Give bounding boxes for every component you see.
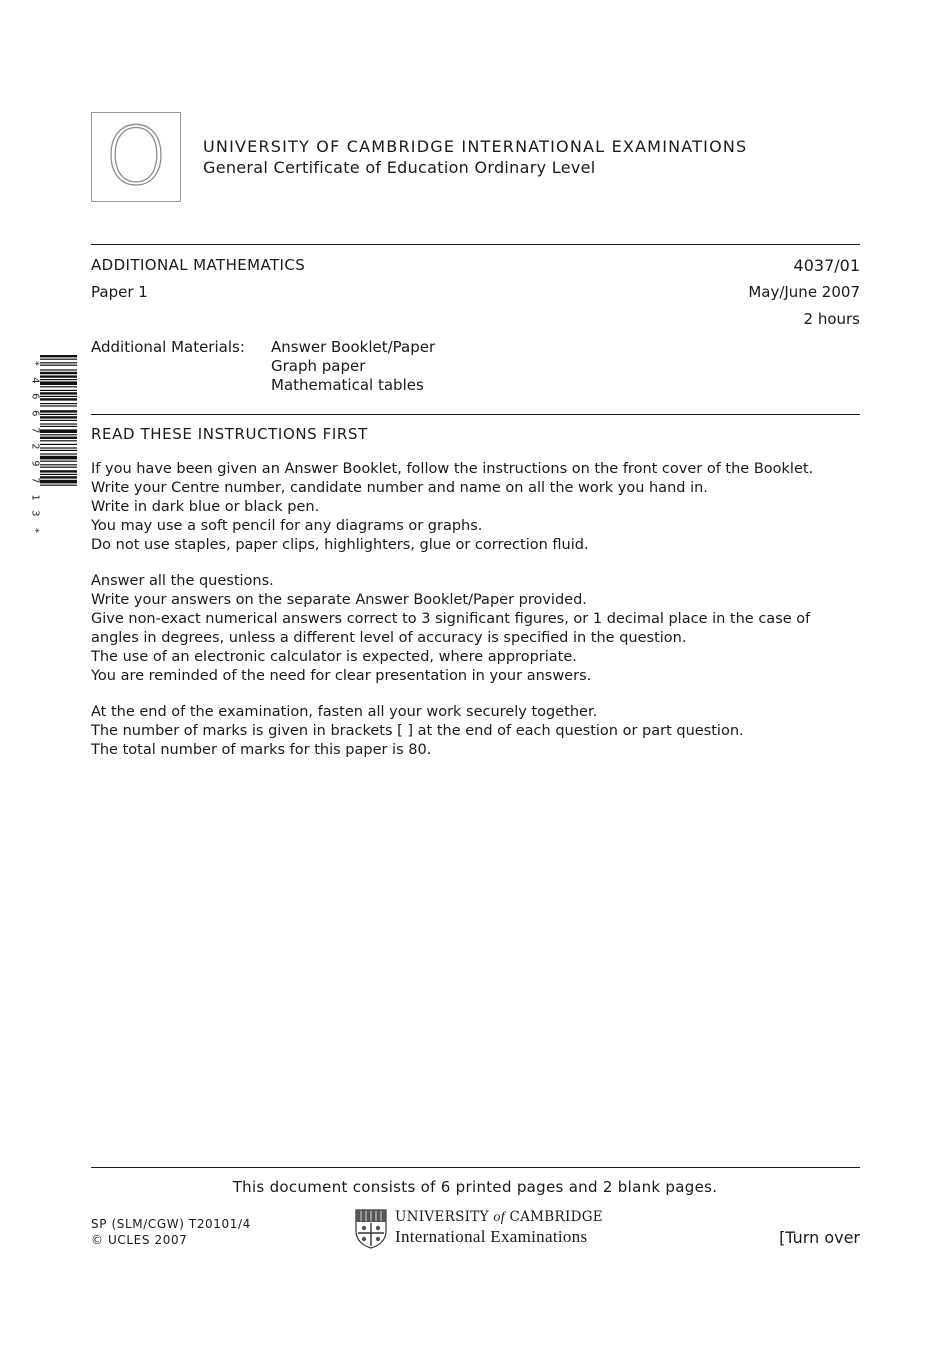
cambridge-crest-icon [355,1209,387,1249]
logo-word: CAMBRIDGE [509,1209,603,1225]
barcode-bar [40,414,77,415]
materials-list [271,338,435,395]
barcode-bar [40,450,77,451]
paper-number: Paper 1 [91,283,148,301]
barcode-bar [40,464,77,465]
instruction-line: The total number of marks for this paper is 80. [91,742,432,758]
barcode-bar [40,440,77,441]
barcode-bar [40,362,77,363]
barcode-bar [40,429,77,433]
cambridge-logo-line-2: International Examinations [395,1227,588,1246]
instructions-paragraph-2 [91,572,810,686]
reference-code: SP (SLM/CGW) T20101/4 [91,1217,251,1231]
barcode-digit: 2 [29,443,41,450]
level-logo-box [91,112,181,202]
barcode-bar [40,444,77,445]
instruction-line: At the end of the examination, fasten all your work securely together. [91,704,598,720]
materials-item: Mathematical tables [271,376,424,394]
barcode-bar [40,423,77,424]
barcode-bar [40,453,77,454]
barcode-bar [40,467,77,468]
barcode-bar [40,392,77,394]
barcode-bar [40,396,77,397]
exam-session: May/June 2007 [748,283,860,301]
barcode-bar [40,476,77,478]
subject-code: 4037/01 [793,256,860,275]
barcode-digit: 3 [29,510,41,517]
instruction-line: angles in degrees, unless a different level of accuracy is specified in the question. [91,630,687,646]
exam-duration: 2 hours [803,310,860,328]
barcode-bar [40,386,77,387]
barcode-digit: 7 [29,427,41,434]
materials-item: Answer Booklet/Paper [271,338,436,356]
instruction-line: The number of marks is given in brackets [ ] at the end of each question or part question. [91,723,744,739]
instructions-heading: READ THESE INSTRUCTIONS FIRST [91,425,368,443]
materials-label: Additional Materials: [91,338,245,356]
barcode-bar [40,480,77,484]
barcode-digit: 1 [29,493,41,500]
barcode-bar [40,372,77,374]
barcode-bar [40,379,77,380]
barcode-bar [40,398,77,400]
instruction-line: Write your Centre number, candidate number and name on all the work you hand in. [91,480,708,496]
barcode-bar [40,461,77,462]
level-letter: O [104,110,168,203]
barcode-digit: 4 [29,377,41,384]
barcode-bar [40,410,77,412]
barcode-bar [40,420,77,421]
barcode-bar [40,474,77,475]
barcode-digit: 9 [29,460,41,467]
qualification-title: General Certificate of Education Ordinary Level [203,158,596,177]
instructions-divider [91,414,860,415]
cambridge-logo-line-1 [395,1209,603,1226]
top-divider [91,244,860,245]
barcode-bar [40,359,77,360]
barcode-digits [26,355,40,539]
barcode-bar [40,375,77,377]
instruction-line: Write your answers on the separate Answer Booklet/Paper provided. [91,592,587,608]
barcode [40,355,77,539]
instruction-line: Write in dark blue or black pen. [91,499,320,515]
instruction-line: If you have been given an Answer Booklet, follow the instructions on the front cover of the Booklet. [91,461,814,477]
footer-divider [91,1167,860,1168]
barcode-bar [40,485,77,486]
instruction-line: Do not use staples, paper clips, highlighters, glue or correction fluid. [91,537,589,553]
barcode-digit: * [29,360,41,367]
instruction-line: The use of an electronic calculator is expected, where appropriate. [91,649,577,665]
barcode-digit: 7 [29,477,41,484]
barcode-bar [40,470,77,472]
instruction-line: You may use a soft pencil for any diagrams or graphs. [91,518,483,534]
page-count-note: This document consists of 6 printed pages and 2 blank pages. [232,1178,718,1196]
exam-board-title: UNIVERSITY OF CAMBRIDGE INTERNATIONAL EXAMINATIONS [203,137,748,156]
instruction-line: You are reminded of the need for clear presentation in your answers. [91,668,592,684]
logo-word: of [493,1210,505,1225]
instructions-paragraph-1 [91,460,813,555]
barcode-bar [40,456,77,460]
barcode-bar [40,355,77,357]
instructions-paragraph-3 [91,703,744,760]
barcode-bar [40,434,77,435]
instruction-line: Give non-exact numerical answers correct to 3 significant figures, or 1 decimal place in the case of [91,611,811,627]
barcode-bar [40,405,77,406]
logo-word: UNIVERSITY [395,1209,489,1225]
barcode-digit: 6 [29,410,41,417]
barcode-bar [40,390,77,391]
barcode-bar [40,447,77,448]
barcode-bar [40,403,77,404]
barcode-bar [40,369,77,370]
barcode-digit: 6 [29,393,41,400]
barcode-digit: * [29,527,41,534]
barcode-bar [40,365,77,366]
materials-item: Graph paper [271,357,366,375]
copyright-notice: © UCLES 2007 [91,1233,188,1247]
barcode-bar [40,381,77,385]
barcode-bar [40,416,77,418]
turn-over-note: [Turn over [779,1228,860,1247]
document-reference [91,1216,251,1248]
subject-name: ADDITIONAL MATHEMATICS [91,256,306,274]
barcode-bar [40,437,77,439]
barcode-bar [40,426,77,427]
instruction-line: Answer all the questions. [91,573,274,589]
